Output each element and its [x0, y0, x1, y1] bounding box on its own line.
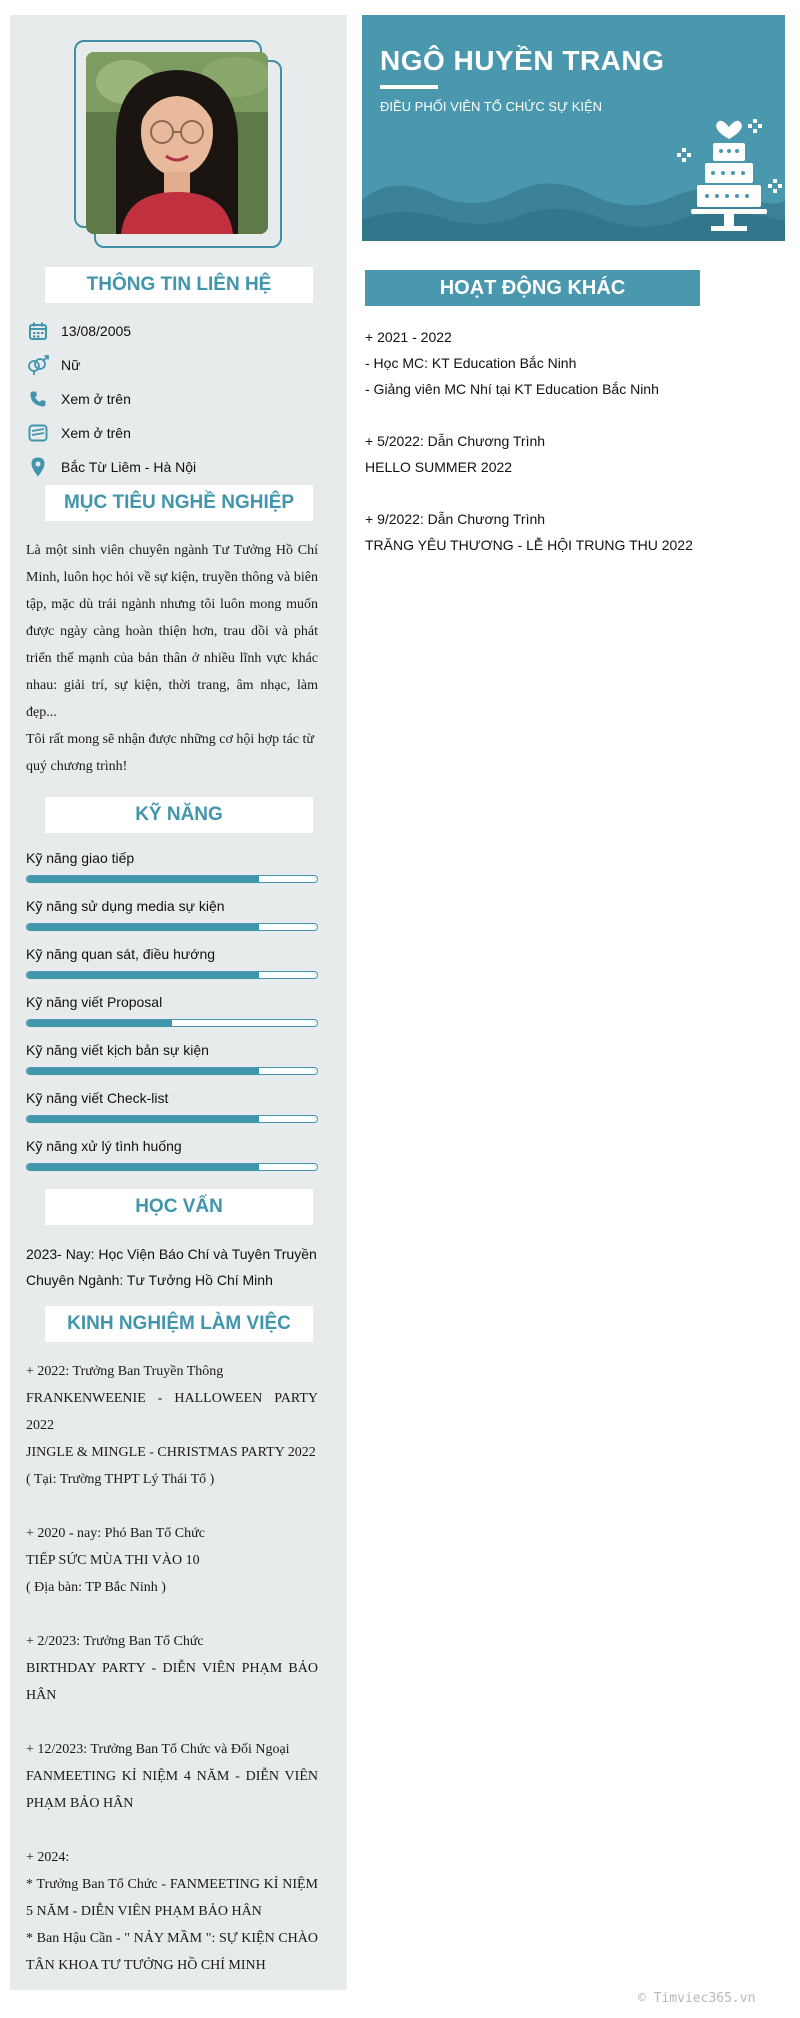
experience-text — [26, 1358, 318, 1979]
objective-paragraph: Tôi rất mong sẽ nhận được những cơ hội hợp tác từ quý chương trình! — [26, 732, 314, 774]
skill-item — [26, 943, 318, 979]
watermark: © Timviec365.vn — [638, 1991, 756, 2006]
education-text — [26, 1241, 326, 1293]
calendar-icon — [25, 319, 51, 343]
experience-line: * Ban Hậu Cần - " NẢY MẦM ": SỰ KIỆN CHÀO TÂN KHOA TƯ TƯỞNG HỒ CHÍ MINH — [26, 1931, 318, 1973]
experience-line: BIRTHDAY PARTY - DIỄN VIÊN PHẠM BẢO HÂN — [26, 1661, 318, 1703]
contact-gender — [25, 353, 80, 377]
experience-line: * Trưởng Ban Tổ Chức - FANMEETING KỈ NIỆM 5 NĂM - DIỄN VIÊN PHẠM BẢO HÂN — [26, 1877, 318, 1919]
skill-item — [26, 847, 318, 883]
activities-section-title: HOẠT ĐỘNG KHÁC — [365, 270, 700, 306]
education-section-title: HỌC VẤN — [45, 1189, 313, 1225]
experience-entry — [26, 1736, 318, 1817]
experience-line: FRANKENWEENIE - HALLOWEEN PARTY 2022 — [26, 1391, 318, 1433]
activity-line: - Giảng viên MC Nhí tại KT Education Bắc Ninh — [365, 381, 659, 397]
education-line: 2023- Nay: Học Viện Báo Chí và Tuyên Truyền — [26, 1246, 317, 1262]
skill-item — [26, 1135, 318, 1171]
experience-line: + 2/2023: Trưởng Ban Tổ Chức — [26, 1634, 204, 1649]
experience-entry — [26, 1628, 318, 1709]
skill-item — [26, 895, 318, 931]
objective-text — [26, 537, 318, 780]
contact-section-title: THÔNG TIN LIÊN HỆ — [45, 267, 313, 303]
skill-label: Kỹ năng giao tiếp — [26, 850, 135, 866]
objective-section-title: MỤC TIÊU NGHỀ NGHIỆP — [45, 485, 313, 521]
objective-paragraph: Là một sinh viên chuyên ngành Tư Tưởng Hồ Chí Minh, luôn học hỏi về sự kiện, truyền thông và biên tập, mặc dù trái ngành nhưng tôi luôn mong muốn được ngày càng hoàn thiện hơn, trau dồi và phát triển thế mạnh của bản thân ở nhiều lĩnh vực khác nhau: giải trí, sự kiện, thời trang, âm nhạc, làm đẹp... — [26, 543, 318, 720]
experience-section-title: KINH NGHIỆM LÀM VIỆC — [45, 1306, 313, 1342]
skill-item — [26, 1087, 318, 1123]
skill-bar — [26, 875, 318, 883]
skill-bar-fill — [27, 972, 259, 978]
skill-bar — [26, 923, 318, 931]
skill-bar-fill — [27, 1164, 259, 1170]
avatar — [86, 52, 268, 234]
experience-entry — [26, 1844, 318, 1979]
experience-entry — [26, 1358, 318, 1493]
dob-value: 13/08/2005 — [61, 323, 132, 339]
skill-bar-fill — [27, 1068, 259, 1074]
skill-label: Kỹ năng sử dụng media sự kiện — [26, 898, 225, 914]
skill-label: Kỹ năng quan sát, điều hướng — [26, 946, 216, 962]
name-underline — [380, 85, 438, 89]
skill-label: Kỹ năng viết Check-list — [26, 1090, 169, 1106]
activity-line: TRĂNG YÊU THƯƠNG - LỄ HỘI TRUNG THU 2022 — [365, 537, 693, 553]
phone-icon — [25, 387, 51, 411]
skill-bar — [26, 1115, 318, 1123]
job-title: ĐIỀU PHỐI VIÊN TỔ CHỨC SỰ KIỆN — [380, 99, 603, 114]
skill-bar — [26, 971, 318, 979]
skill-bar — [26, 1163, 318, 1171]
contact-dob — [25, 319, 131, 343]
contact-phone — [25, 387, 131, 411]
experience-line: TIẾP SỨC MÙA THI VÀO 10 — [26, 1553, 200, 1568]
address-value: Bắc Từ Liêm - Hà Nội — [61, 459, 197, 475]
experience-entry — [26, 1520, 318, 1601]
skill-label: Kỹ năng viết Proposal — [26, 994, 163, 1010]
gender-icon — [25, 353, 51, 377]
activity-line: + 2021 - 2022 — [365, 329, 452, 345]
contact-email — [25, 421, 131, 445]
education-line: Chuyên Ngành: Tư Tưởng Hồ Chí Minh — [26, 1272, 273, 1288]
email-icon — [25, 421, 51, 445]
skill-bar-fill — [27, 924, 259, 930]
activity-entry — [365, 506, 785, 558]
skill-bar-fill — [27, 1116, 259, 1122]
candidate-name: NGÔ HUYỀN TRANG — [380, 45, 665, 76]
activity-entry — [365, 428, 785, 480]
experience-line: + 12/2023: Trưởng Ban Tổ Chức và Đối Ngoại — [26, 1742, 290, 1757]
experience-line: + 2022: Trưởng Ban Truyền Thông — [26, 1364, 224, 1379]
skill-bar — [26, 1019, 318, 1027]
email-value: Xem ở trên — [61, 425, 131, 441]
skill-label: Kỹ năng viết kịch bản sự kiện — [26, 1042, 209, 1058]
skill-item — [26, 1039, 318, 1075]
skill-item — [26, 991, 318, 1027]
experience-line: ( Tại: Trường THPT Lý Thái Tổ ) — [26, 1472, 215, 1487]
activity-line: + 9/2022: Dẫn Chương Trình — [365, 511, 546, 527]
location-icon — [25, 455, 51, 479]
phone-value: Xem ở trên — [61, 391, 131, 407]
activity-line: + 5/2022: Dẫn Chương Trình — [365, 433, 546, 449]
activity-line: HELLO SUMMER 2022 — [365, 459, 513, 475]
header-banner — [362, 15, 785, 241]
skill-label: Kỹ năng xử lý tình huống — [26, 1138, 182, 1154]
skill-bar — [26, 1067, 318, 1075]
skills-section-title: KỸ NĂNG — [45, 797, 313, 833]
wedding-cake-icon — [677, 113, 782, 233]
experience-line: ( Địa bàn: TP Bắc Ninh ) — [26, 1580, 166, 1595]
experience-line: JINGLE & MINGLE - CHRISTMAS PARTY 2022 — [26, 1445, 316, 1460]
activity-entry — [365, 324, 785, 402]
skill-bar-fill — [27, 876, 259, 882]
activity-line: - Học MC: KT Education Bắc Ninh — [365, 355, 577, 371]
sidebar — [10, 15, 347, 1990]
contact-address — [25, 455, 196, 479]
experience-line: FANMEETING KỈ NIỆM 4 NĂM - DIỄN VIÊN PHẠM BẢO HÂN — [26, 1769, 318, 1811]
skill-bar-fill — [27, 1020, 172, 1026]
experience-line: + 2020 - nay: Phó Ban Tổ Chức — [26, 1526, 205, 1541]
gender-value: Nữ — [61, 357, 81, 373]
experience-line: + 2024: — [26, 1850, 70, 1865]
